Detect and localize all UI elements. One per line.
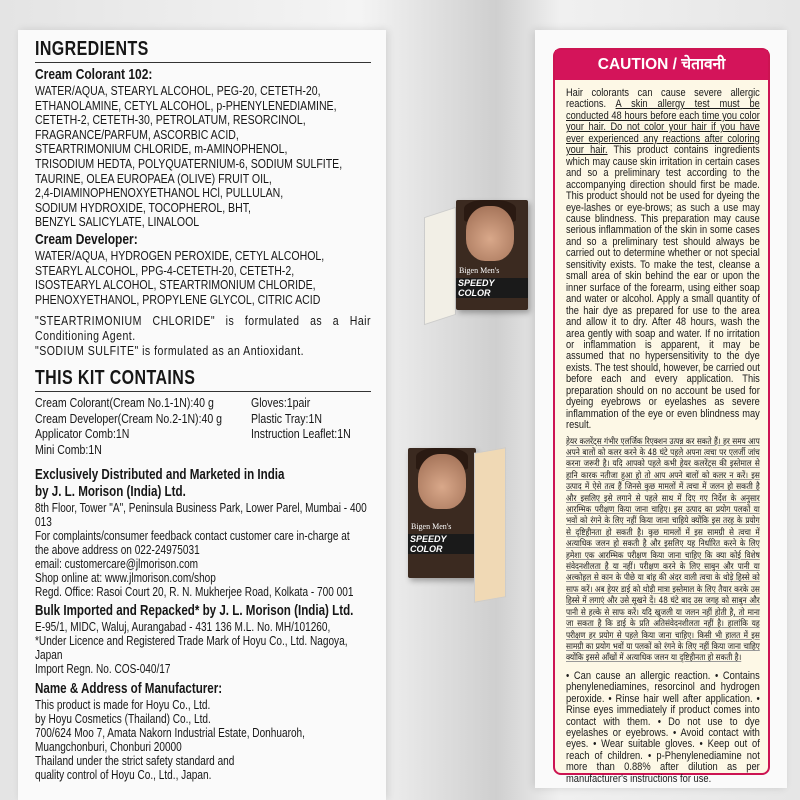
caution-panel — [535, 30, 787, 788]
model-face — [418, 454, 466, 509]
ingredients-panel — [18, 30, 386, 800]
kit-items — [35, 395, 371, 457]
ingredients-title: INGREDIENTS — [35, 38, 371, 63]
line: SODIUM HYDROXIDE, TOCOPHEROL, BHT, — [35, 199, 251, 215]
line: WATER/AQUA, HYDROGEN PEROXIDE, CETYL ALCOHOL, — [35, 247, 325, 263]
product-name: SPEEDY COLOR — [456, 278, 528, 298]
developer-title: Cream Developer: — [35, 230, 138, 248]
caution-card — [553, 48, 770, 785]
kit-item: Cream Colorant(Cream No.1-1N):40 g — [35, 395, 214, 411]
line: This product is made for Hoyu Co., Ltd. — [35, 698, 211, 713]
line: ETHANOLAMINE, CETYL ALCOHOL, p-PHENYLENEDIAMINE, — [35, 97, 337, 113]
line: For complaints/consumer feedback contact customer care in-charge at — [35, 529, 350, 544]
brand-logo: Bigen Men's — [459, 266, 500, 275]
distributor-name: by J. L. Morison (India) Ltd. — [35, 484, 186, 501]
kit-item: Applicator Comb:1N — [35, 426, 130, 442]
kit-item: Mini Comb:1N — [35, 441, 102, 457]
line: *Under Licence and Registered Trade Mark of Hoyu Co., Ltd. Nagoya, Japan — [35, 634, 348, 663]
line: quality control of Hoyu Co., Ltd., Japan. — [35, 768, 212, 783]
importer-title: Bulk Imported and Repacked* by J. L. Morison (India) Ltd. — [35, 603, 354, 620]
kit-item: Instruction Leaflet:1N — [251, 426, 351, 442]
line: Import Regn. No. COS-040/17 — [35, 662, 171, 677]
line: FRAGRANCE/PARFUM, ASCORBIC ACID, — [35, 126, 239, 142]
kit-item: Gloves:1pair — [251, 395, 311, 411]
line: 700/624 Moo 7, Amata Nakorn Industrial Estate, Donhuaroh, — [35, 726, 305, 741]
caution-text — [566, 88, 760, 785]
distributor-title: Exclusively Distributed and Marketed in India — [35, 467, 285, 484]
line: Regd. Office: Rasoi Court 20, R. N. Mukherjee Road, Kolkata - 700 001 — [35, 585, 354, 600]
note-antioxidant: "SODIUM SULFITE" is formulated as an Antioxidant. — [35, 343, 305, 359]
line: TRISODIUM HEDTA, POLYQUATERNIUM-6, SODIUM SULFITE, — [35, 155, 343, 171]
line: BENZYL SALICYLATE, LINALOOL — [35, 214, 200, 230]
line: 2,4-DIAMINOPHENOXYETHANOL HCl, PULLULAN, — [35, 185, 284, 201]
kit-item: Plastic Tray:1N — [251, 410, 322, 426]
box-side-panel — [474, 447, 506, 603]
colorant-title: Cream Colorant 102: — [35, 66, 153, 83]
manufacturer-title: Name & Address of Manufacturer: — [35, 681, 223, 698]
email: email: customercare@jlmorison.com — [35, 557, 199, 572]
caution-hindi: हेयर कलरेंट्स गंभीर एलर्जिक रिएक्शन उत्पन्न कर सकते हैं। हर समय आप अपने बालों को कलर करने के 48 घंटे पहले अपना त्वचा पर एलर्जी जांच करना जरूरी है। यदि आपको पहले कभी हेयर कलरेंट्स की इस्तेमाल से हानि कारक नतीजा हुआ हो तो आप अपने बालों को कलर न करें। इस उत्पाद में ऐसे तत्व हैं जिनसे कुछ मामलों में त्वचा में जलन हो सकती है और इसलिए इसे लगाने से पहले साथ में दिए गए निर्देश के अनुसार आरम्भिक परीक्षण किया जाना चाहिए। इस उत्पाद का प्रयोग पलकों या भवों को रंगने के लिए नहीं किया जाना चाहिये क्योंकि इस तरह के प्रयोग से दृष्टिहीनता हो सकती है। कुछ मामलों में इस सामग्री से त्वचा में अत्याधिक जलन हो सकती है और इसलिए यह निर्धारित करने के लिए हमेशा एक आरम्भिक परीक्षण किया जाना चाहिए कि क्या कोई विशेष संवेदनशीलता है या नहीं। परीक्षण करने के लिए साबुन और पानी या अल्कोहल से कान के पीछे या बांह की अंदर वाली त्वचा के थोड़े हिस्से को साफ करें। अब हेयर डाई को थोड़ी मात्रा इस्तेमाल के लिए तैयार करके उस हिस्से में लगाएं और उसे सूखने दें। 48 घंटे बाद उस जगह को साबुन और पानी से हल्के से साफ करें। यदि खुजली या जलन नहीं होती है, तो माना जा सकता है कि डाई के प्रति अतिसंवेदनशीलता नहीं है। हालांकि यह परीक्षण हर प्रयोग से पहले किया जाना चाहिए। किसी भी हालत में इस सामग्री का प्रयोग भवों या पलकों को रंगने के लिए नहीं किया जाना चाहिए क्योंकि इससे आँखों में अत्याधिक जलन या दृष्टिहीनता हो सकती है। — [566, 436, 760, 664]
model-face — [466, 206, 514, 261]
line: E-95/1, MIDC, Waluj, Aurangabad - 431 136 M.L. No. MH/101260, — [35, 620, 331, 635]
caution-bullets: • Can cause an allergic reaction. • Contains phenylenediamines, resorcinol and hydrogen peroxide. • Rinse hair well after application. • Rinse eyes immediately if product comes into contact with them. • Do not use to dye eyelashes or eyebrows. • Avoid contact with eyes. • Wear suitable gloves. • Keep out of reach of children. • p-Phenylenediamine not more than 0.88% after dilution as per manufacturer's instructions for use. — [566, 669, 760, 785]
product-name: SPEEDY COLOR — [408, 534, 476, 554]
line: Thailand under the strict safety standard and — [35, 754, 235, 769]
line: STEARTRIMONIUM CHLORIDE, m-AMINOPHENOL, — [35, 141, 288, 157]
line: ISOSTEARYL ALCOHOL, STEARTRIMONIUM CHLORIDE, — [35, 277, 316, 293]
allergy-test-warning: A skin allergy test must be conducted 48 hours before each time you color your hair. Do not color your hair if you have ever experienced any reactions after coloring your hair. — [566, 98, 760, 157]
brand-logo: Bigen Men's — [411, 522, 452, 531]
kit-item: Cream Developer(Cream No.2-1N):40 g — [35, 410, 223, 426]
line: STEARYL ALCOHOL, PPG-4-CETETH-20, CETETH-2, — [35, 262, 295, 278]
manufacturer-section — [35, 681, 371, 782]
line: 8th Floor, Tower "A", Peninsula Business Park, Lower Parel, Mumbai - 400 013 — [35, 501, 367, 530]
line: WATER/AQUA, STEARYL ALCOHOL, PEG-20, CETETH-20, — [35, 83, 321, 98]
distributor-section — [35, 467, 371, 599]
text: Hair colorants can cause severe allergic reactions. — [566, 87, 760, 111]
line: TAURINE, OLEA EUROPAEA (OLIVE) FRUIT OIL, — [35, 170, 272, 186]
box-side-panel — [424, 207, 456, 325]
line: CETETH-2, CETETH-30, PETROLATUM, RESORCINOL, — [35, 112, 306, 128]
line: PHENOXYETHANOL, PROPYLENE GLYCOL, CITRIC ACID — [35, 291, 321, 307]
text: This product contains ingredients which may cause skin irritation in certain cases and so a preliminary test according to the accompanying direction should first be made. This product should not be used for dyeing the eye-lashes or eye-brows; as such a use may cause blindness. This preparation may cause serious inflammation of the skin in some cases and so a preliminary test should always be carried out to determine whether or not special sensitivity exists. To make the test, cleanse a small area of skin behind the ear or upon the inner surface of the forearm, using either soap and water or alcohol. Apply a small quantity of the hair dye as prepared for use to the area and allow it to dry. After 48 hours, wash the area gently with soap and water. If no irritation or inflammation is apparent, it may be assumed that no hypersensitivity to the dye exists. The test should, however, be carried out before each and every application. This preparation should on no account be used for dyeing eyebrows or eyelashes as severe inflammation of the eye or even blindness may result. — [566, 144, 760, 432]
developer-ingredients — [35, 249, 371, 307]
colorant-ingredients — [35, 84, 371, 230]
shop-link: Shop online at: www.jlmorison.com/shop — [35, 571, 216, 586]
line: Muangchonburi, Chonburi 20000 — [35, 740, 182, 755]
note-conditioning: "STEARTRIMONIUM CHLORIDE" is formulated as a Hair Conditioning Agent. — [35, 313, 371, 344]
box-front — [408, 448, 476, 578]
line: the above address on 022-24975031 — [35, 543, 200, 558]
kit-title: THIS KIT CONTAINS — [35, 367, 371, 392]
caution-english — [566, 88, 760, 432]
caution-title: CAUTION / चेतावनी — [555, 50, 768, 80]
importer-section — [35, 603, 371, 676]
line: by Hoyu Cosmetics (Thailand) Co., Ltd. — [35, 712, 211, 727]
box-front — [456, 200, 528, 310]
